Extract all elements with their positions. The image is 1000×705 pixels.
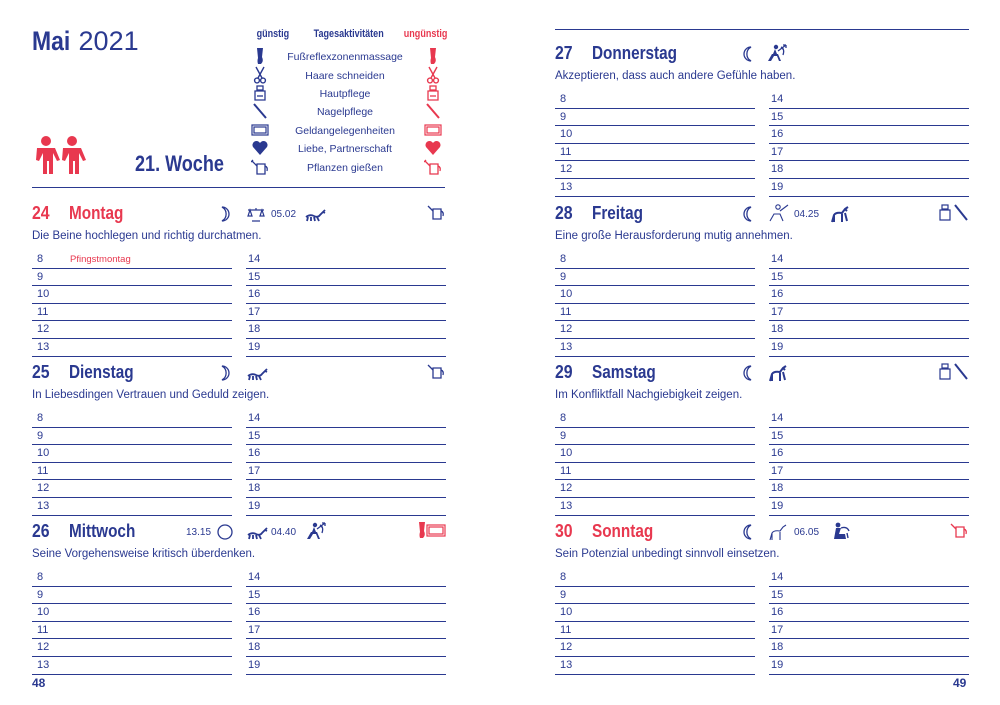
day-icons [555,203,970,225]
hour-label: 14 [771,571,784,583]
hour-label: 17 [248,623,261,636]
day-number: 24 [32,203,50,223]
hour-label: 16 [248,447,261,460]
hour-label: 18 [248,641,261,654]
hour-label: 8 [37,571,44,583]
money-icon [424,121,442,139]
hour-label: 18 [248,482,261,495]
hour-label: 14 [771,253,784,265]
legend-item-label: Hautpflege [319,88,371,100]
legend-item-label: Liebe, Partnerschaft [298,143,392,155]
legend-good-label: günstig [256,28,290,40]
nail-file-icon [951,203,971,223]
day-number: 29 [555,362,573,382]
hour-label: 17 [248,464,261,477]
hour-label: 11 [560,145,572,158]
hour-label: 14 [248,412,261,424]
hour-label: 15 [248,588,261,601]
day-name: Samstag [592,362,656,382]
year: 2021 [78,26,139,56]
hour-label: 12 [560,163,573,176]
hour-label: 9 [560,270,567,283]
aquarius-icon [829,521,851,541]
hour-label: 17 [771,305,784,318]
day-name: Donnerstag [592,43,678,63]
scissors-icon [424,66,442,84]
hour-label: 8 [560,412,567,424]
hour-label: 18 [771,482,784,495]
day-name: Sonntag [592,521,654,541]
hour-label: 18 [771,163,784,176]
watering-can-icon [426,203,446,223]
sagittarius-icon [765,43,789,63]
hour-label: 15 [771,270,784,283]
hour-label: 15 [771,110,784,123]
hour-label: 9 [37,429,44,442]
day-icons [32,521,447,543]
hour-label: 18 [771,641,784,654]
time-label: 04.40 [271,527,297,538]
watering-can-icon [949,521,969,541]
hour-label: 13 [37,340,50,353]
day-quote: Eine große Herausforderung mutig annehmen. [555,230,793,242]
hour-label: 12 [37,323,50,336]
header-divider [32,187,445,188]
hour-label: 14 [248,253,261,265]
moon-waning-icon [738,363,758,383]
hour-label: 11 [37,623,49,636]
hour-label: 11 [560,464,572,477]
cream-jar-icon [424,84,442,102]
capricorn-icon [829,204,851,224]
day-block [555,521,970,673]
day-name: Freitag [592,203,644,223]
hour-label: 15 [771,429,784,442]
day-quote: Seine Vorgehensweise kritisch überdenken. [32,548,256,560]
hour-label: 10 [560,447,573,460]
hour-label: 15 [248,270,261,283]
legend-item [0,141,460,157]
libra-icon [246,205,266,225]
moon-waning-icon [738,44,758,64]
hour-label: 12 [560,641,573,654]
hour-label: 18 [771,323,784,336]
moon-waxing-icon [215,204,235,224]
legend-item [0,49,460,65]
hour-label: 8 [560,93,567,105]
legend-title: Tagesaktivitäten [313,28,384,40]
capricorn-icon [767,363,789,383]
legend-item-label: Geldangelegenheiten [295,125,395,137]
hour-label: 16 [771,606,784,619]
hour-label: 13 [37,499,50,512]
day-number: 30 [555,521,573,541]
page-number-right: 49 [953,676,967,690]
hour-label: 10 [37,447,50,460]
hour-label: 10 [37,606,50,619]
hour-label: 16 [771,288,784,301]
watering-can-icon [426,362,446,382]
hour-label: 19 [771,340,784,353]
capricorn-icon [767,522,789,542]
day-icons [555,43,970,65]
nail-file-icon [951,362,971,382]
hour-label: 9 [37,588,44,601]
day-block [32,521,447,673]
hour-label: 11 [560,305,572,318]
hour-label: 10 [560,128,573,141]
hour-label: 17 [771,623,784,636]
moon-time-label: 13.15 [186,527,212,538]
legend-item-label: Pflanzen gießen [307,162,383,174]
hour-label: 15 [248,429,261,442]
header-divider [555,29,969,30]
hour-label: 19 [248,499,261,512]
hour-label: 11 [37,305,49,318]
day-name: Mittwoch [69,521,136,541]
hour-label: 14 [771,412,784,424]
hour-label: 13 [560,340,573,353]
legend-item-label: Fußreflexzonenmassage [287,51,403,63]
hour-label: 9 [560,429,567,442]
hour-label: 19 [248,658,261,671]
hour-label: 16 [771,447,784,460]
hour-label: 11 [560,623,572,636]
day-icons [555,521,970,543]
scorpion-icon [304,205,328,225]
hour-label: 13 [37,658,50,671]
day-block [555,203,970,355]
hour-label: 14 [248,571,261,583]
legend-item [0,68,460,84]
moon-waning-icon [738,204,758,224]
day-name: Montag [69,203,124,223]
hour-label: 9 [560,588,567,601]
sagittarius-icon [767,203,791,223]
hour-label: 9 [560,110,567,123]
day-block [555,43,970,195]
hour-label: 13 [560,180,573,193]
hour-label: 8 [37,253,44,265]
hour-label: 8 [560,571,567,583]
moon-waxing-icon [215,363,235,383]
hour-label: 10 [37,288,50,301]
hour-label: 13 [560,658,573,671]
hour-label: 13 [560,499,573,512]
legend-item [0,86,460,102]
hour-label: 12 [37,641,50,654]
legend-item [0,123,460,139]
day-number: 27 [555,43,573,63]
hour-label: 8 [560,253,567,265]
day-block [32,362,447,514]
new-moon-icon [215,522,235,542]
money-icon [426,521,446,541]
watering-can-icon [424,158,442,176]
hour-label: 12 [560,482,573,495]
day-icons [32,203,447,225]
legend-bad-label: ungünstig [403,28,448,40]
foot-icon [424,47,442,65]
scorpion-icon [246,523,270,543]
day-icons [555,362,970,384]
hour-label: 19 [248,340,261,353]
scorpion-icon [246,364,270,384]
hour-label: 9 [37,270,44,283]
day-number: 28 [555,203,573,223]
moon-waning-icon [738,522,758,542]
hour-label: 17 [248,305,261,318]
day-quote: In Liebesdingen Vertrauen und Geduld zeigen. [32,389,270,401]
legend-header [0,28,460,42]
time-label: 04.25 [794,209,820,220]
hour-label: 16 [248,606,261,619]
day-quote: Die Beine hochlegen und richtig durchatmen. [32,230,262,242]
day-block [555,362,970,514]
legend-item-label: Haare schneiden [305,70,385,82]
hour-label: 15 [771,588,784,601]
hour-label: 19 [771,658,784,671]
hour-label: 19 [771,499,784,512]
hour-label: 14 [771,93,784,105]
time-label: 05.02 [271,209,297,220]
day-quote: Sein Potenzial unbedingt sinnvoll einsetzen. [555,548,780,560]
legend-item-label: Nagelpflege [316,106,374,118]
day-name: Dienstag [69,362,134,382]
legend-item [0,160,460,176]
month-name: Mai [32,26,71,56]
hour-label: 8 [37,412,44,424]
page-number-left: 48 [32,676,46,690]
day-number: 26 [32,521,50,541]
hour-label: 12 [560,323,573,336]
hour-label: 11 [37,464,49,477]
hour-label: 16 [248,288,261,301]
nail-file-icon [424,102,442,120]
hour-label: 18 [248,323,261,336]
week-label: 21. Woche [135,151,224,176]
time-label: 06.05 [794,527,820,538]
day-number: 25 [32,362,50,382]
hour-label: 10 [560,606,573,619]
hour-label: 10 [560,288,573,301]
day-block [32,203,447,355]
hour-label: 12 [37,482,50,495]
day-icons [32,362,447,384]
heart-icon [424,139,442,157]
sagittarius-icon [304,521,328,541]
day-quote: Akzeptieren, dass auch andere Gefühle haben. [555,70,796,82]
hour-label: 19 [771,180,784,193]
legend-item [0,104,460,120]
hour-label: 16 [771,128,784,141]
day-quote: Im Konfliktfall Nachgiebigkeit zeigen. [555,389,743,401]
holiday-note: Pfingstmontag [70,254,131,265]
hour-label: 17 [771,145,784,158]
hour-label: 17 [771,464,784,477]
